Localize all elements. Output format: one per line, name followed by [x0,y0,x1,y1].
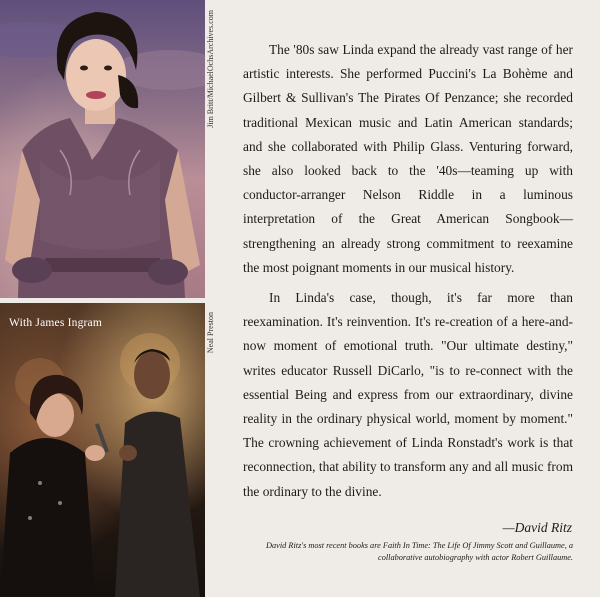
article-paragraph-1: The '80s saw Linda expand the already vast range of her artistic interests. She performed Puccini's La Bohème and Gilbert & Sullivan's The Pirates Of Penzance; she recorded traditional Mexican music and Latin American standards; and she collaborated with Philip Glass. Venturing forward, she also looked back to the '40s—teaming up with conductor-arranger Nelson Riddle in a luminous interpretation of the Great American Songbook—strengthening an already strong commitment to reexamine the most poignant moments in our musical history. [243,42,573,275]
author-bio: David Ritz's most recent books are Faith In Time: The Life Of Jimmy Scott and Guillaume, a collaborative autobiography with actor Robert Guillaume. [266,541,573,562]
photo-caption: With James Ingram [9,317,102,329]
photo-linda-purple-dress [0,0,205,298]
photo-with-james-ingram [0,303,205,597]
author-signature: —David Ritz [502,520,572,535]
article-body [243,38,573,504]
article-paragraph-2: In Linda's case, though, it's far more than reexamination. It's reinvention. It's re-creation of a here-and-now moment of emotional truth. "Our ultimate destiny," writes educator Russell DiCarlo, "is to re-connect with the essential Being and express from our extraordinary, divine reality in the ordinary physical world, moment by moment." The crowning achievement of Linda Ronstadt's work is that reconnection, that ability to transform any and all music from the ordinary to the divine. [243,290,573,499]
photo-credit-bottom: Neal Preston [206,312,215,354]
photo-illustration [0,0,205,298]
photo-credit-top: Jim Britt/MichaelOchsArchives.com [206,10,215,128]
photo-illustration [0,303,205,597]
